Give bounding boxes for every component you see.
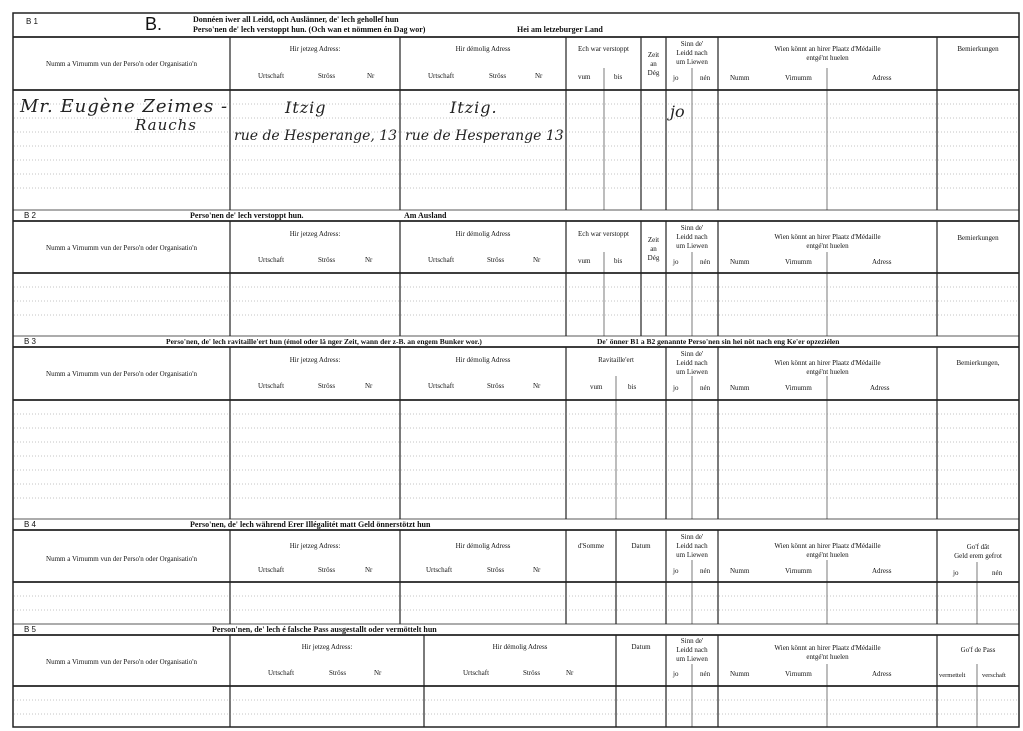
b2-um-liewen: um Liewen — [676, 242, 708, 250]
b3-title-note: De' önner B1 a B2 genannte Perso'nen sin hei nöt nach eng Ke'er opzeziélen — [597, 337, 840, 346]
b1-urtschaft-now: Urtschaft — [258, 72, 285, 80]
b3-stross-now: Ströss — [318, 382, 336, 390]
b4-somme: d'Somme — [577, 542, 605, 550]
b5-jo: jo — [673, 670, 679, 678]
b2-nr-now: Nr — [365, 256, 373, 264]
b5-virnumm: Virnumm — [785, 670, 812, 678]
b4-title: Perso'nen, de' lech während Erer Illégalitét matt Geld önnerstötzt hun — [190, 520, 431, 529]
b5-code: B 5 — [24, 625, 37, 634]
b1-entry-name-line1: Mr. Eugène Zeimes - — [20, 96, 229, 117]
b2-jo: jo — [673, 258, 679, 266]
b1-wien: Wien könnt an hirer Plaatz d'Médaille — [774, 45, 881, 53]
b1-adress: Adress — [872, 74, 892, 82]
b2-deg: Dég — [647, 254, 660, 262]
b2-entgent: entgé'nt huelen — [806, 242, 849, 250]
b5-vermettelt: vermettelt — [939, 672, 966, 679]
b1-stross-old: Ströss — [489, 72, 507, 80]
b2-numm: Numm — [730, 258, 750, 266]
b3-code: B 3 — [24, 337, 37, 346]
b5-leidd: Leidd nach — [676, 646, 708, 654]
b5-entgent: entgé'nt huelen — [806, 653, 849, 661]
b3-leidd: Leidd nach — [676, 359, 708, 367]
b1-letter: B. — [145, 14, 163, 34]
b5-title: Person'nen, de' lech é falsche Pass ausgestallt oder vermöttelt hun — [212, 625, 437, 634]
b3-hir-demolig: Hir démolig Adress — [455, 356, 511, 364]
b4-hir-jetzeg: Hir jetzeg Adress: — [289, 542, 341, 550]
b3-urtschaft-old: Urtschaft — [428, 382, 455, 390]
b1-urtschaft-old: Urtschaft — [428, 72, 455, 80]
b5-hir-jetzeg: Hir jetzeg Adress: — [301, 643, 353, 651]
b2-adress: Adress — [872, 258, 892, 266]
b2-title: Perso'nen de' lech verstoppt hun. — [190, 211, 304, 220]
b3-entgent: entgé'nt huelen — [806, 368, 849, 376]
b3-jo: jo — [673, 384, 679, 392]
b4-virnumm: Virnumm — [785, 567, 812, 575]
b1-entry-name-line2: Rauchs — [135, 116, 198, 134]
b1-hir-demolig: Hir démolig Adress — [455, 45, 511, 53]
b1-entry-town-old: Itzig. — [450, 98, 498, 117]
b4-nr-now: Nr — [365, 566, 373, 574]
b3-um-liewen: um Liewen — [676, 368, 708, 376]
b5-stross-now: Ströss — [329, 669, 347, 677]
b2-vum: vum — [578, 257, 591, 265]
b3-virnumm: Virnumm — [785, 384, 812, 392]
b1-entry-jo: jo — [670, 102, 685, 121]
b3-sinn: Sinn de' — [680, 350, 704, 358]
b1-title-place: Hei am letzeburger Land — [517, 25, 603, 34]
b4-numm: Numm — [730, 567, 750, 575]
b3-col-name: Numm a Virnumm vun der Perso'n oder Organisatio'n — [46, 370, 197, 378]
b3-urtschaft-now: Urtschaft — [258, 382, 285, 390]
b5-adress: Adress — [872, 670, 892, 678]
b3-bis: bis — [628, 383, 637, 391]
b1-entry-town-now: Itzig — [285, 98, 327, 117]
b3-hir-jetzeg: Hir jetzeg Adress: — [289, 356, 341, 364]
b4-jo: jo — [673, 567, 679, 575]
b3-vum: vum — [590, 383, 603, 391]
b4-urtschaft-old: Urtschaft — [426, 566, 453, 574]
b1-vum: vum — [578, 73, 591, 81]
b2-hir-demolig: Hir démolig Adress — [455, 230, 511, 238]
b1-nr-old: Nr — [535, 72, 543, 80]
b5-numm: Numm — [730, 670, 750, 678]
b3-numm: Numm — [730, 384, 750, 392]
b5-um-liewen: um Liewen — [676, 655, 708, 663]
b5-hir-demolig: Hir démolig Adress — [492, 643, 548, 651]
b3-adress: Adress — [870, 384, 890, 392]
b1-jo: jo — [673, 74, 679, 82]
b2-stross-now: Ströss — [318, 256, 336, 264]
b5-nen: nén — [700, 670, 711, 678]
b1-entry-street-old: rue de Hesperange 13 — [405, 128, 564, 144]
b3-nr-old: Nr — [533, 382, 541, 390]
b1-um-liewen: um Liewen — [676, 58, 708, 66]
b2-sinn: Sinn de' — [680, 224, 704, 232]
b2-stross-old: Ströss — [487, 256, 505, 264]
b4-code: B 4 — [24, 520, 37, 529]
b3-nr-now: Nr — [365, 382, 373, 390]
b1-title-line2: Perso'nen de' lech verstoppt hun. (Och wan et nömmen én Dag wor) — [193, 25, 426, 34]
b1-col-name: Numm a Virnumm vun der Perso'n oder Organisatio'n — [46, 60, 197, 68]
b5-sinn: Sinn de' — [680, 637, 704, 645]
b1-code: B 1 — [26, 17, 39, 26]
b2-urtschaft-now: Urtschaft — [258, 256, 285, 264]
b1-numm: Numm — [730, 74, 750, 82]
b1-hir-jetzeg: Hir jetzeg Adress: — [289, 45, 341, 53]
b4-um-liewen: um Liewen — [676, 551, 708, 559]
b1-nr-now: Nr — [367, 72, 375, 80]
b3-bemierkungen: Bemierkungen, — [956, 359, 1000, 367]
b4-leidd: Leidd nach — [676, 542, 708, 550]
b5-urtschaft-now: Urtschaft — [268, 669, 295, 677]
b5-stross-old: Ströss — [523, 669, 541, 677]
b3-nen: nén — [700, 384, 711, 392]
b2-bis: bis — [614, 257, 623, 265]
b4-gof-line2: Geld erem gefrot — [954, 552, 1002, 560]
b5-datum: Datum — [631, 643, 651, 651]
b1-title-line1: Donnéen iwer all Leidd, och Auslänner, de' lech geholleſ hun — [193, 15, 399, 24]
b5-urtschaft-old: Urtschaft — [463, 669, 490, 677]
b4-hir-demolig: Hir démolig Adress — [455, 542, 511, 550]
b4-nen-return: nén — [992, 569, 1003, 577]
b4-col-name: Numm a Virnumm vun der Perso'n oder Organisatio'n — [46, 555, 197, 563]
b1-deg: Dég — [647, 69, 660, 77]
b4-stross-now: Ströss — [318, 566, 336, 574]
b4-gof-line1: Go'f dât — [966, 543, 990, 551]
b2-verstoppt: Ech war verstoppt — [578, 230, 629, 238]
b1-entgent: entgé'nt huelen — [806, 54, 849, 62]
b5-nr-now: Nr — [374, 669, 382, 677]
b4-datum: Datum — [631, 542, 651, 550]
b2-title-place: Am Ausland — [404, 211, 447, 220]
b4-adress: Adress — [872, 567, 892, 575]
b1-stross-now: Ströss — [318, 72, 336, 80]
b1-sinn: Sinn de' — [680, 40, 704, 48]
b1-virnumm: Virnumm — [785, 74, 812, 82]
b1-verstoppt: Ech war verstoppt — [578, 45, 629, 53]
b1-zeit: Zeit — [647, 51, 660, 59]
b1-nen: nén — [700, 74, 711, 82]
b2-leidd: Leidd nach — [676, 233, 708, 241]
b5-col-name: Numm a Virnumm vun der Perso'n oder Organisatio'n — [46, 658, 197, 666]
b1-entry-street-now: rue de Hesperange, 13 — [234, 128, 398, 144]
b2-urtschaft-old: Urtschaft — [428, 256, 455, 264]
b2-hir-jetzeg: Hir jetzeg Adress: — [289, 230, 341, 238]
b3-stross-old: Ströss — [487, 382, 505, 390]
b4-nr-old: Nr — [533, 566, 541, 574]
b4-entgent: entgé'nt huelen — [806, 551, 849, 559]
b2-nen: nén — [700, 258, 711, 266]
b4-jo-return: jo — [953, 569, 959, 577]
b3-title: Perso'nen, de' lech ravitaille'ert hun (émol oder lä nger Zeit, wann der z-B. an engem Bunker wor.) — [166, 337, 482, 346]
b2-wien: Wien könnt an hirer Plaatz d'Médaille — [774, 233, 881, 241]
b4-sinn: Sinn de' — [680, 533, 704, 541]
b1-bemierkungen: Bemierkungen — [957, 45, 999, 53]
b2-bemierkungen: Bemierkungen — [957, 234, 999, 242]
b5-gof: Go'f de Pass — [960, 646, 996, 654]
b2-code: B 2 — [24, 211, 37, 220]
b5-nr-old: Nr — [566, 669, 574, 677]
b1-bis: bis — [614, 73, 623, 81]
b1-an: an — [650, 60, 657, 68]
b4-stross-old: Ströss — [487, 566, 505, 574]
b2-nr-old: Nr — [533, 256, 541, 264]
b4-nen: nén — [700, 567, 711, 575]
b2-an: an — [650, 245, 657, 253]
b5-verschaft: verschaft — [982, 672, 1006, 679]
b4-wien: Wien könnt an hirer Plaatz d'Médaille — [774, 542, 881, 550]
b2-virnumm: Virnumm — [785, 258, 812, 266]
b3-ravitaille: Ravitaille'ert — [598, 356, 634, 364]
b2-col-name: Numm a Virnumm vun der Perso'n oder Organisatio'n — [46, 244, 197, 252]
b4-urtschaft-now: Urtschaft — [258, 566, 285, 574]
b1-leidd: Leidd nach — [676, 49, 708, 57]
b3-wien: Wien könnt an hirer Plaatz d'Médaille — [774, 359, 881, 367]
b2-zeit: Zeit — [647, 236, 660, 244]
b5-wien: Wien könnt an hirer Plaatz d'Médaille — [774, 644, 881, 652]
